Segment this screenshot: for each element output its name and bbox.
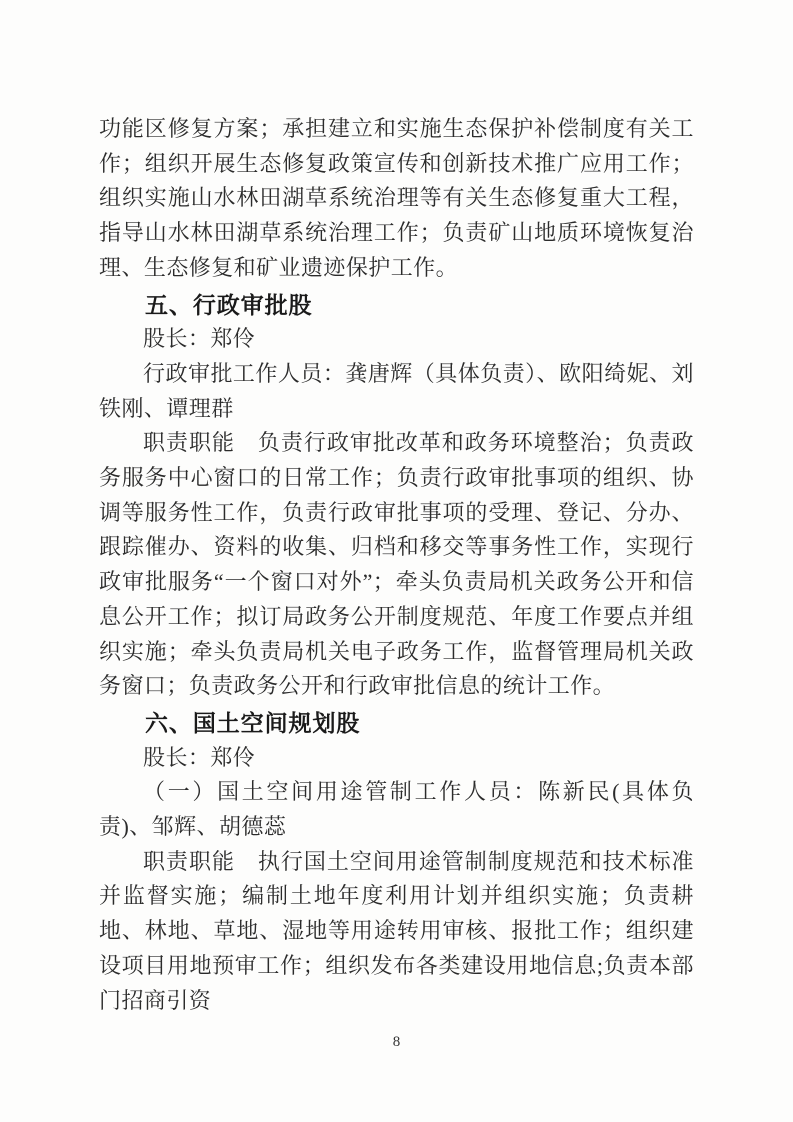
- paragraph-section6-staff: （一）国土空间用途管制工作人员：陈新民(具体负责)、邹辉、胡德蕊: [99, 779, 694, 840]
- paragraph-section5-chief: 股长：郑伶: [143, 326, 256, 352]
- document-text-block: [99, 112, 694, 1018]
- paragraph-section6-chief: 股长：郑伶: [143, 744, 256, 770]
- paragraph-section5-staff: 行政审批工作人员：龚唐辉（具体负责）、欧阳绮妮、刘铁刚、谭理群: [99, 360, 694, 421]
- page-number: 8: [392, 1034, 401, 1050]
- paragraph-section5-duties: 职责职能 负责行政审批改革和政务环境整治；负责政务服务中心窗口的日常工作；负责行政审批事项的组织、协调等服务性工作，负责行政审批事项的受理、登记、分办、跟踪催办、资料的收集、归档和移交等事务性工作，实现行政审批服务“一个窗口对外”；牵头负责局机关政务公开和信息公开工作；拟订局政务公开制度规范、年度工作要点并组织实施；牵头负责局机关电子政务工作，监督管理局机关政务窗口；负责政务公开和行政审批信息的统计工作。: [99, 430, 694, 699]
- section-heading-territorial-spatial-planning: 六、国土空间规划股: [145, 709, 361, 736]
- paragraph-ecology-restoration-continuation: 功能区修复方案；承担建立和实施生态保护补偿制度有关工作；组织开展生态修复政策宣传和创新技术推广应用工作；组织实施山水林田湖草系统治理等有关生态修复重大工程，指导山水林田湖草系统治理工作；负责矿山地质环境恢复治理、生态修复和矿业遗迹保护工作。: [99, 116, 694, 280]
- paragraph-section6-duties: 职责职能 执行国土空间用途管制制度规范和技术标准并监督实施；编制土地年度利用计划并组织实施；负责耕地、林地、草地、湿地等用途转用审核、报批工作；组织建设项目用地预审工作；组织发布各类建设用地信息;负责本部门招商引资: [99, 848, 694, 1013]
- section-heading-administrative-approval: 五、行政审批股: [145, 291, 313, 318]
